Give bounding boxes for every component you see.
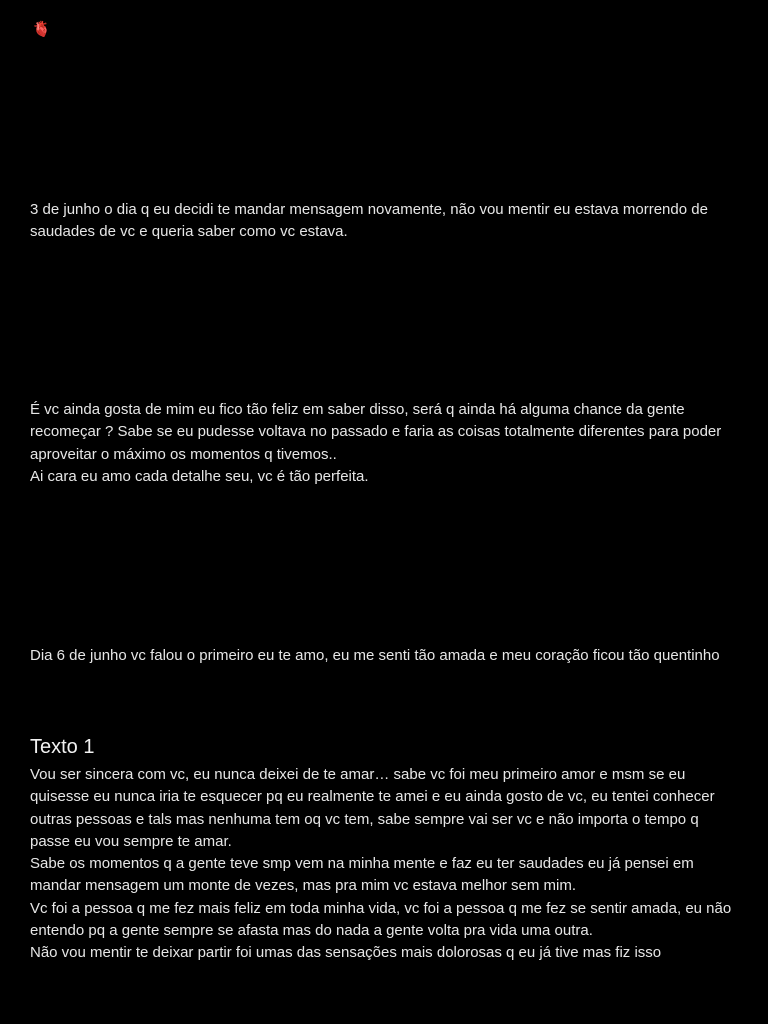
- note-paragraph: 3 de junho o dia q eu decidi te mandar mensagem novamente, não vou mentir eu estava morrendo de saudades de vc e queria saber como vc estava.: [30, 201, 708, 241]
- note-june-3: [30, 199, 742, 244]
- texto-1-body: [30, 764, 742, 965]
- anatomical-heart-icon: 🫀: [32, 21, 51, 38]
- note-june-6: [30, 645, 742, 667]
- note-paragraph: Dia 6 de junho vc falou o primeiro eu te amo, eu me senti tão amada e meu coração ficou tão quentinho: [30, 647, 720, 664]
- note-paragraph: Vou ser sincera com vc, eu nunca deixei de te amar… sabe vc foi meu primeiro amor e msm se eu quisesse eu nunca iria te esquecer pq eu realmente te amei e eu ainda gosto de vc, eu tentei conhecer outras pessoas e tals mas nenhuma tem oq vc tem, sabe sempre vai ser vc e não importa o tempo q passe eu vou sempre te amar.: [30, 766, 715, 850]
- note-still-likes-me: [30, 399, 742, 488]
- note-paragraph: Ai cara eu amo cada detalhe seu, vc é tão perfeita.: [30, 467, 369, 485]
- note-paragraph: Não vou mentir te deixar partir foi umas das sensações mais dolorosas q eu já tive mas fiz isso: [30, 944, 662, 962]
- note-paragraph: É vc ainda gosta de mim eu fico tão feliz em saber disso, será q ainda há alguma chance da gente recomeçar ? Sabe se eu pudesse voltava no passado e faria as coisas totalmente diferentes para poder aproveitar o máximo os momentos q tivemos..: [30, 401, 722, 463]
- note-paragraph: Sabe os momentos q a gente teve smp vem na minha mente e faz eu ter saudades eu já pensei em mandar mensagem um monte de vezes, mas pra mim vc estava melhor sem mim.: [30, 855, 694, 895]
- section-heading-texto-1: Texto 1: [30, 736, 95, 758]
- note-paragraph: Vc foi a pessoa q me fez mais feliz em toda minha vida, vc foi a pessoa q me fez se sentir amada, eu não entendo pq a gente sempre se afasta mas do nada a gente volta pra vida uma outra.: [30, 899, 732, 940]
